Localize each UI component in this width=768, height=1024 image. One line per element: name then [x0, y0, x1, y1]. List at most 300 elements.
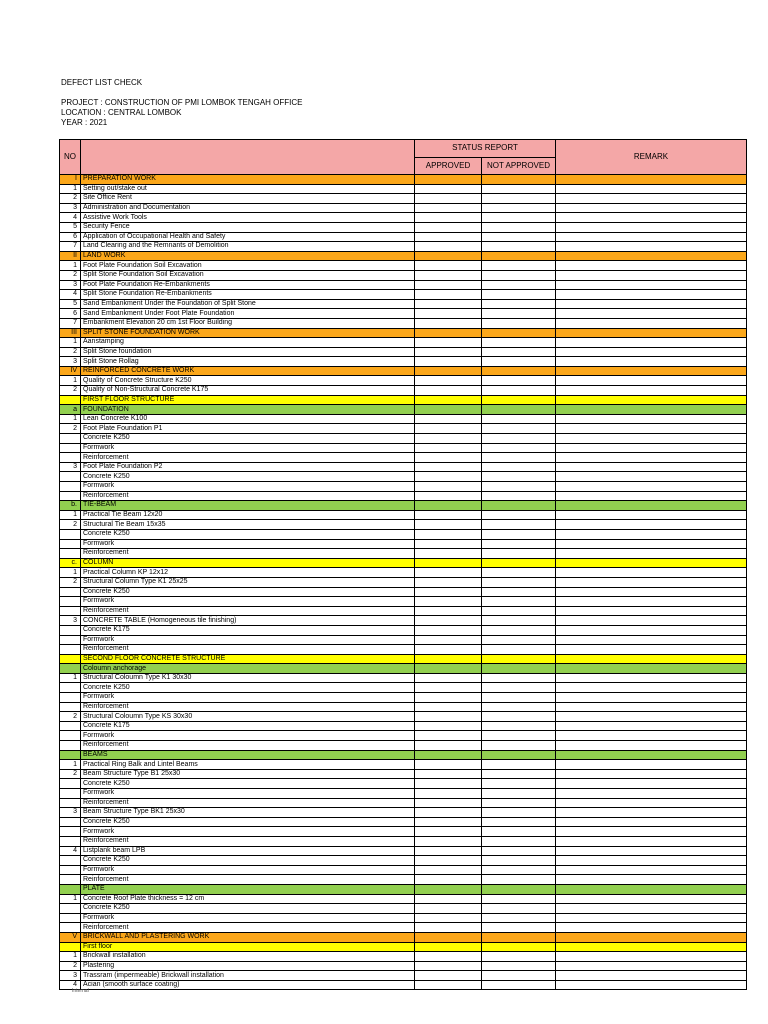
remark-cell[interactable]	[556, 568, 747, 578]
table-row	[60, 338, 747, 348]
not-approved-cell[interactable]	[482, 290, 556, 300]
approved-cell[interactable]	[415, 942, 482, 952]
approved-cell[interactable]	[415, 875, 482, 885]
approved-cell[interactable]	[415, 462, 482, 472]
not-approved-cell[interactable]	[482, 798, 556, 808]
approved-cell[interactable]	[415, 625, 482, 635]
table-row	[60, 817, 747, 827]
not-approved-cell[interactable]	[482, 779, 556, 789]
not-approved-cell[interactable]	[482, 625, 556, 635]
row-item: Foot Plate Foundation P1	[81, 424, 415, 434]
remark-cell[interactable]	[556, 769, 747, 779]
approved-cell[interactable]	[415, 741, 482, 751]
remark-cell[interactable]	[556, 932, 747, 942]
not-approved-cell[interactable]	[482, 434, 556, 444]
not-approved-cell[interactable]	[482, 789, 556, 799]
remark-cell[interactable]	[556, 904, 747, 914]
approved-cell[interactable]	[415, 175, 482, 185]
not-approved-cell[interactable]	[482, 702, 556, 712]
approved-cell[interactable]	[415, 693, 482, 703]
remark-cell[interactable]	[556, 789, 747, 799]
not-approved-cell[interactable]	[482, 222, 556, 232]
approved-cell[interactable]	[415, 846, 482, 856]
not-approved-cell[interactable]	[482, 376, 556, 386]
row-number	[60, 693, 81, 703]
approved-cell[interactable]	[415, 270, 482, 280]
approved-cell[interactable]	[415, 731, 482, 741]
approved-cell[interactable]	[415, 952, 482, 962]
approved-cell[interactable]	[415, 424, 482, 434]
remark-cell[interactable]	[556, 242, 747, 252]
approved-cell[interactable]	[415, 549, 482, 559]
remark-cell[interactable]	[556, 175, 747, 185]
not-approved-cell[interactable]	[482, 942, 556, 952]
approved-cell[interactable]	[415, 357, 482, 367]
approved-cell[interactable]	[415, 491, 482, 501]
not-approved-cell[interactable]	[482, 635, 556, 645]
row-item: Security Fence	[81, 222, 415, 232]
row-item: Coloumn anchorage	[81, 664, 415, 674]
approved-cell[interactable]	[415, 645, 482, 655]
table-row	[60, 366, 747, 376]
table-row	[60, 798, 747, 808]
approved-cell[interactable]	[415, 894, 482, 904]
approved-cell[interactable]	[415, 222, 482, 232]
not-approved-cell[interactable]	[482, 318, 556, 328]
remark-cell[interactable]	[556, 290, 747, 300]
row-number	[60, 731, 81, 741]
not-approved-cell[interactable]	[482, 242, 556, 252]
approved-cell[interactable]	[415, 453, 482, 463]
remark-cell[interactable]	[556, 434, 747, 444]
table-row	[60, 904, 747, 914]
approved-cell[interactable]	[415, 318, 482, 328]
not-approved-cell[interactable]	[482, 309, 556, 319]
approved-cell[interactable]	[415, 290, 482, 300]
not-approved-cell[interactable]	[482, 347, 556, 357]
not-approved-cell[interactable]	[482, 558, 556, 568]
remark-cell[interactable]	[556, 625, 747, 635]
not-approved-cell[interactable]	[482, 961, 556, 971]
approved-cell[interactable]	[415, 328, 482, 338]
remark-cell[interactable]	[556, 232, 747, 242]
approved-cell[interactable]	[415, 673, 482, 683]
not-approved-cell[interactable]	[482, 510, 556, 520]
approved-cell[interactable]	[415, 769, 482, 779]
remark-cell[interactable]	[556, 251, 747, 261]
approved-cell[interactable]	[415, 520, 482, 530]
approved-cell[interactable]	[415, 280, 482, 290]
remark-cell[interactable]	[556, 270, 747, 280]
approved-cell[interactable]	[415, 347, 482, 357]
remark-cell[interactable]	[556, 798, 747, 808]
approved-cell[interactable]	[415, 836, 482, 846]
row-item: BEAMS	[81, 750, 415, 760]
not-approved-cell[interactable]	[482, 932, 556, 942]
row-number: 1	[60, 376, 81, 386]
approved-cell[interactable]	[415, 472, 482, 482]
approved-cell[interactable]	[415, 299, 482, 309]
not-approved-cell[interactable]	[482, 405, 556, 415]
approved-cell[interactable]	[415, 184, 482, 194]
row-item: Concrete K250	[81, 856, 415, 866]
remark-cell[interactable]	[556, 961, 747, 971]
remark-cell[interactable]	[556, 222, 747, 232]
remark-cell[interactable]	[556, 472, 747, 482]
approved-cell[interactable]	[415, 856, 482, 866]
remark-cell[interactable]	[556, 971, 747, 981]
approved-cell[interactable]	[415, 817, 482, 827]
remark-cell[interactable]	[556, 693, 747, 703]
status-report-header: STATUS REPORT	[415, 140, 556, 158]
not-approved-cell[interactable]	[482, 760, 556, 770]
remark-cell[interactable]	[556, 683, 747, 693]
approved-cell[interactable]	[415, 577, 482, 587]
table-row	[60, 884, 747, 894]
not-approved-cell[interactable]	[482, 750, 556, 760]
not-approved-cell[interactable]	[482, 616, 556, 626]
not-approved-cell[interactable]	[482, 175, 556, 185]
not-approved-cell[interactable]	[482, 827, 556, 837]
approved-cell[interactable]	[415, 194, 482, 204]
remark-cell[interactable]	[556, 501, 747, 511]
remark-cell[interactable]	[556, 280, 747, 290]
not-approved-cell[interactable]	[482, 472, 556, 482]
approved-cell[interactable]	[415, 884, 482, 894]
remark-cell[interactable]	[556, 606, 747, 616]
approved-cell[interactable]	[415, 971, 482, 981]
not-approved-cell[interactable]	[482, 721, 556, 731]
not-approved-cell[interactable]	[482, 712, 556, 722]
remark-cell[interactable]	[556, 731, 747, 741]
row-item: Site Office Rent	[81, 194, 415, 204]
not-approved-cell[interactable]	[482, 673, 556, 683]
approved-cell[interactable]	[415, 242, 482, 252]
remark-cell[interactable]	[556, 942, 747, 952]
remark-cell[interactable]	[556, 491, 747, 501]
not-approved-cell[interactable]	[482, 386, 556, 396]
not-approved-cell[interactable]	[482, 913, 556, 923]
remark-cell[interactable]	[556, 529, 747, 539]
remark-cell[interactable]	[556, 395, 747, 405]
approved-cell[interactable]	[415, 386, 482, 396]
remark-cell[interactable]	[556, 184, 747, 194]
remark-cell[interactable]	[556, 952, 747, 962]
approved-cell[interactable]	[415, 721, 482, 731]
remark-cell[interactable]	[556, 213, 747, 223]
row-item: Foot Plate Foundation Re-Embankments	[81, 280, 415, 290]
row-item: REINFORCED CONCRETE WORK	[81, 366, 415, 376]
not-approved-cell[interactable]	[482, 414, 556, 424]
not-approved-cell[interactable]	[482, 357, 556, 367]
approved-cell[interactable]	[415, 616, 482, 626]
not-approved-cell[interactable]	[482, 251, 556, 261]
not-approved-cell[interactable]	[482, 366, 556, 376]
row-item: Reinforcement	[81, 549, 415, 559]
row-number: 1	[60, 414, 81, 424]
remark-cell[interactable]	[556, 577, 747, 587]
remark-cell[interactable]	[556, 539, 747, 549]
not-approved-cell[interactable]	[482, 520, 556, 530]
remark-cell[interactable]	[556, 328, 747, 338]
row-item: Assistive Work Tools	[81, 213, 415, 223]
remark-cell[interactable]	[556, 894, 747, 904]
not-approved-cell[interactable]	[482, 549, 556, 559]
not-approved-cell[interactable]	[482, 865, 556, 875]
approved-cell[interactable]	[415, 606, 482, 616]
not-approved-cell[interactable]	[482, 424, 556, 434]
approved-cell[interactable]	[415, 338, 482, 348]
remark-cell[interactable]	[556, 616, 747, 626]
remark-cell[interactable]	[556, 702, 747, 712]
row-item: Administration and Documentation	[81, 203, 415, 213]
remark-cell[interactable]	[556, 520, 747, 530]
remark-cell[interactable]	[556, 386, 747, 396]
approved-cell[interactable]	[415, 376, 482, 386]
not-approved-cell[interactable]	[482, 280, 556, 290]
not-approved-cell[interactable]	[482, 501, 556, 511]
not-approved-cell[interactable]	[482, 808, 556, 818]
not-approved-cell[interactable]	[482, 875, 556, 885]
not-approved-cell[interactable]	[482, 577, 556, 587]
not-approved-cell[interactable]	[482, 693, 556, 703]
not-approved-cell[interactable]	[482, 769, 556, 779]
row-item: Formwork	[81, 789, 415, 799]
not-approved-cell[interactable]	[482, 462, 556, 472]
remark-cell[interactable]	[556, 405, 747, 415]
remark-cell[interactable]	[556, 865, 747, 875]
table-row	[60, 635, 747, 645]
remark-cell[interactable]	[556, 261, 747, 271]
row-item: Formwork	[81, 693, 415, 703]
approved-cell[interactable]	[415, 789, 482, 799]
table-row	[60, 616, 747, 626]
not-approved-cell[interactable]	[482, 529, 556, 539]
remark-cell[interactable]	[556, 856, 747, 866]
row-item: Reinforcement	[81, 606, 415, 616]
approved-cell[interactable]	[415, 309, 482, 319]
remark-cell[interactable]	[556, 760, 747, 770]
approved-cell[interactable]	[415, 961, 482, 971]
not-approved-cell[interactable]	[482, 597, 556, 607]
remark-cell[interactable]	[556, 318, 747, 328]
approved-cell[interactable]	[415, 510, 482, 520]
approved-cell[interactable]	[415, 635, 482, 645]
not-approved-cell[interactable]	[482, 328, 556, 338]
remark-cell[interactable]	[556, 587, 747, 597]
not-approved-cell[interactable]	[482, 731, 556, 741]
table-row	[60, 779, 747, 789]
not-approved-cell[interactable]	[482, 741, 556, 751]
row-number	[60, 645, 81, 655]
not-approved-cell[interactable]	[482, 213, 556, 223]
approved-cell[interactable]	[415, 980, 482, 990]
approved-cell[interactable]	[415, 443, 482, 453]
approved-cell[interactable]	[415, 597, 482, 607]
not-approved-cell[interactable]	[482, 952, 556, 962]
not-approved-cell[interactable]	[482, 299, 556, 309]
remark-cell[interactable]	[556, 194, 747, 204]
not-approved-cell[interactable]	[482, 443, 556, 453]
approved-cell[interactable]	[415, 798, 482, 808]
approved-cell[interactable]	[415, 568, 482, 578]
not-approved-cell[interactable]	[482, 606, 556, 616]
approved-cell[interactable]	[415, 865, 482, 875]
not-approved-cell[interactable]	[482, 654, 556, 664]
row-item: Lean Concrete K100	[81, 414, 415, 424]
not-approved-cell[interactable]	[482, 836, 556, 846]
row-item: Trassram (impermeable) Brickwall installation	[81, 971, 415, 981]
row-item: TIE-BEAM	[81, 501, 415, 511]
approved-cell[interactable]	[415, 395, 482, 405]
table-row	[60, 875, 747, 885]
remark-cell[interactable]	[556, 654, 747, 664]
remark-cell[interactable]	[556, 299, 747, 309]
remark-cell[interactable]	[556, 846, 747, 856]
remark-cell[interactable]	[556, 549, 747, 559]
row-number: 3	[60, 280, 81, 290]
remark-cell[interactable]	[556, 462, 747, 472]
remark-cell[interactable]	[556, 482, 747, 492]
not-approved-cell[interactable]	[482, 491, 556, 501]
approved-cell[interactable]	[415, 434, 482, 444]
row-number: 1	[60, 673, 81, 683]
remark-cell[interactable]	[556, 664, 747, 674]
approved-cell[interactable]	[415, 405, 482, 415]
remark-cell[interactable]	[556, 453, 747, 463]
remark-cell[interactable]	[556, 645, 747, 655]
approved-cell[interactable]	[415, 808, 482, 818]
row-item: Beam Structure Type B1 25x30	[81, 769, 415, 779]
approved-cell[interactable]	[415, 261, 482, 271]
remark-cell[interactable]	[556, 827, 747, 837]
remark-cell[interactable]	[556, 836, 747, 846]
remark-cell[interactable]	[556, 357, 747, 367]
not-approved-cell[interactable]	[482, 395, 556, 405]
remark-cell[interactable]	[556, 673, 747, 683]
row-item: Reinforcement	[81, 741, 415, 751]
remark-cell[interactable]	[556, 597, 747, 607]
remark-cell[interactable]	[556, 558, 747, 568]
remark-cell[interactable]	[556, 510, 747, 520]
row-number: 2	[60, 194, 81, 204]
table-row	[60, 856, 747, 866]
approved-cell[interactable]	[415, 366, 482, 376]
approved-cell[interactable]	[415, 232, 482, 242]
approved-cell[interactable]	[415, 827, 482, 837]
not-approved-cell[interactable]	[482, 270, 556, 280]
remark-cell[interactable]	[556, 309, 747, 319]
row-number: b.	[60, 501, 81, 511]
remark-cell[interactable]	[556, 376, 747, 386]
remark-cell[interactable]	[556, 980, 747, 990]
remark-cell[interactable]	[556, 750, 747, 760]
not-approved-cell[interactable]	[482, 587, 556, 597]
remark-cell[interactable]	[556, 414, 747, 424]
remark-cell[interactable]	[556, 366, 747, 376]
approved-cell[interactable]	[415, 904, 482, 914]
not-approved-cell[interactable]	[482, 856, 556, 866]
remark-cell[interactable]	[556, 721, 747, 731]
not-approved-cell[interactable]	[482, 184, 556, 194]
row-number: 2	[60, 577, 81, 587]
not-approved-cell[interactable]	[482, 338, 556, 348]
remark-cell[interactable]	[556, 913, 747, 923]
approved-cell[interactable]	[415, 414, 482, 424]
remark-cell[interactable]	[556, 338, 747, 348]
approved-cell[interactable]	[415, 683, 482, 693]
remark-cell[interactable]	[556, 923, 747, 933]
remark-cell[interactable]	[556, 443, 747, 453]
table-row	[60, 549, 747, 559]
approved-cell[interactable]	[415, 213, 482, 223]
not-approved-cell[interactable]	[482, 884, 556, 894]
approved-cell[interactable]	[415, 558, 482, 568]
not-approved-cell[interactable]	[482, 203, 556, 213]
not-approved-cell[interactable]	[482, 980, 556, 990]
remark-cell[interactable]	[556, 424, 747, 434]
remark-cell[interactable]	[556, 347, 747, 357]
approved-cell[interactable]	[415, 251, 482, 261]
not-approved-cell[interactable]	[482, 453, 556, 463]
not-approved-cell[interactable]	[482, 568, 556, 578]
not-approved-cell[interactable]	[482, 232, 556, 242]
not-approved-cell[interactable]	[482, 904, 556, 914]
not-approved-cell[interactable]	[482, 971, 556, 981]
remark-cell[interactable]	[556, 741, 747, 751]
not-approved-cell[interactable]	[482, 817, 556, 827]
remark-cell[interactable]	[556, 808, 747, 818]
approved-cell[interactable]	[415, 923, 482, 933]
approved-cell[interactable]	[415, 750, 482, 760]
approved-cell[interactable]	[415, 664, 482, 674]
table-row	[60, 625, 747, 635]
approved-cell[interactable]	[415, 702, 482, 712]
approved-cell[interactable]	[415, 932, 482, 942]
remark-cell[interactable]	[556, 635, 747, 645]
row-item: Plastering	[81, 961, 415, 971]
row-number: 2	[60, 520, 81, 530]
remark-cell[interactable]	[556, 712, 747, 722]
approved-cell[interactable]	[415, 712, 482, 722]
approved-cell[interactable]	[415, 501, 482, 511]
remark-cell[interactable]	[556, 779, 747, 789]
remark-cell[interactable]	[556, 884, 747, 894]
approved-cell[interactable]	[415, 529, 482, 539]
remark-cell[interactable]	[556, 817, 747, 827]
not-approved-cell[interactable]	[482, 261, 556, 271]
not-approved-cell[interactable]	[482, 645, 556, 655]
approved-cell[interactable]	[415, 482, 482, 492]
not-approved-cell[interactable]	[482, 664, 556, 674]
approved-cell[interactable]	[415, 203, 482, 213]
approved-cell[interactable]	[415, 587, 482, 597]
approved-cell[interactable]	[415, 654, 482, 664]
approved-cell[interactable]	[415, 779, 482, 789]
not-approved-cell[interactable]	[482, 846, 556, 856]
not-approved-cell[interactable]	[482, 482, 556, 492]
remark-cell[interactable]	[556, 875, 747, 885]
approved-cell[interactable]	[415, 760, 482, 770]
not-approved-cell[interactable]	[482, 539, 556, 549]
not-approved-cell[interactable]	[482, 894, 556, 904]
approved-cell[interactable]	[415, 913, 482, 923]
not-approved-cell[interactable]	[482, 194, 556, 204]
remark-cell[interactable]	[556, 203, 747, 213]
not-approved-cell[interactable]	[482, 923, 556, 933]
not-approved-cell[interactable]	[482, 683, 556, 693]
approved-cell[interactable]	[415, 539, 482, 549]
